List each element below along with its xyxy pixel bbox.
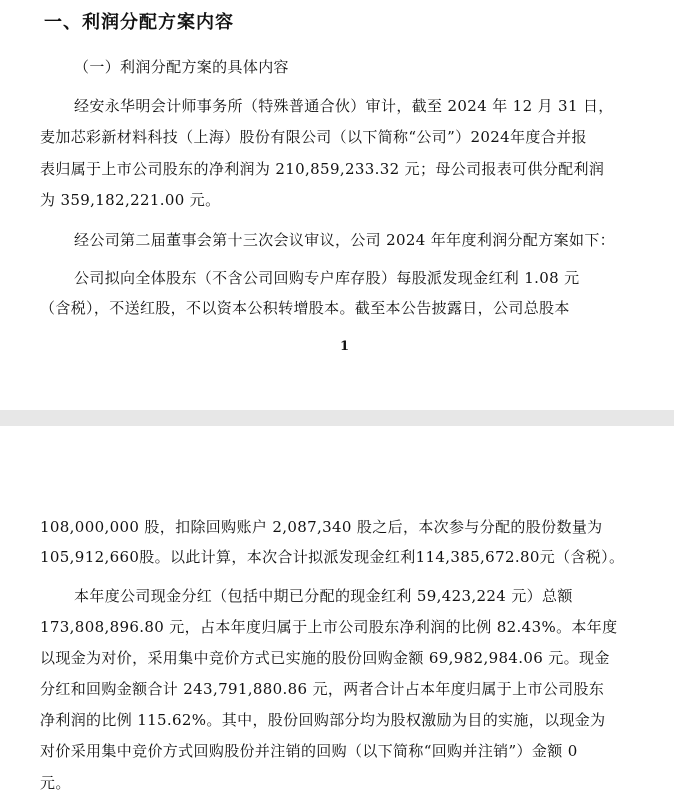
cash-dividend-paragraph-line: 以现金为对价，采用集中竞价方式已实施的股份回购金额 69,982,984.06 元。现金 [40,649,610,667]
audit-paragraph-line: 为 359,182,221.00 元。 [40,191,221,209]
audit-paragraph-line: 表归属于上市公司股东的净利润为 210,859,233.32 元；母公司报表可供分配利润 [40,160,605,178]
cash-dividend-paragraph-line: 净利润的比例 115.62%。其中，股份回购部分均为股权激励为目的实施，以现金为 [40,711,606,729]
board-paragraph-line: 经公司第二届董事会第十三次会议审议，公司 2024 年年度利润分配方案如下： [74,231,616,249]
cash-dividend-paragraph-line: 173,808,896.80 元，占本年度归属于上市公司股东净利润的比例 82.43%。本年度 [40,618,618,636]
share-count-paragraph-line: 105,912,660股。以此计算，本次合计拟派发现金红利114,385,672.80元（含税）。 [40,548,625,566]
dividend-paragraph-line: 公司拟向全体股东（不含公司回购专户库存股）每股派发现金红利 1.08 元 [74,269,580,287]
page-separator [0,410,674,426]
dividend-paragraph-line: （含税），不送红股，不以资本公积转增股本。截至本公告披露日，公司总股本 [40,299,570,317]
subheading: （一）利润分配方案的具体内容 [74,58,289,76]
audit-paragraph-line: 麦加芯彩新材料科技（上海）股份有限公司（以下简称“公司”）2024年度合并报 [40,128,587,146]
cash-dividend-paragraph-line: 对价采用集中竞价方式回购股份并注销的回购（以下简称“回购并注销”）金额 0 [40,742,578,760]
share-count-paragraph-line: 108,000,000 股，扣除回购账户 2,087,340 股之后，本次参与分配的股份数量为 [40,518,603,536]
cash-dividend-paragraph-line: 分红和回购金额合计 243,791,880.86 元，两者合计占本年度归属于上市公司股东 [40,680,605,698]
section-heading: 一、利润分配方案内容 [44,12,234,33]
cash-dividend-paragraph-line: 本年度公司现金分红（包括中期已分配的现金红利 59,423,224 元）总额 [74,587,573,605]
document-page-2 [0,426,674,801]
page-number: 1 [340,339,350,354]
audit-paragraph-line: 经安永华明会计师事务所（特殊普通合伙）审计，截至 2024 年 12 月 31 日， [74,97,614,115]
cash-dividend-paragraph-line: 元。 [40,774,71,792]
